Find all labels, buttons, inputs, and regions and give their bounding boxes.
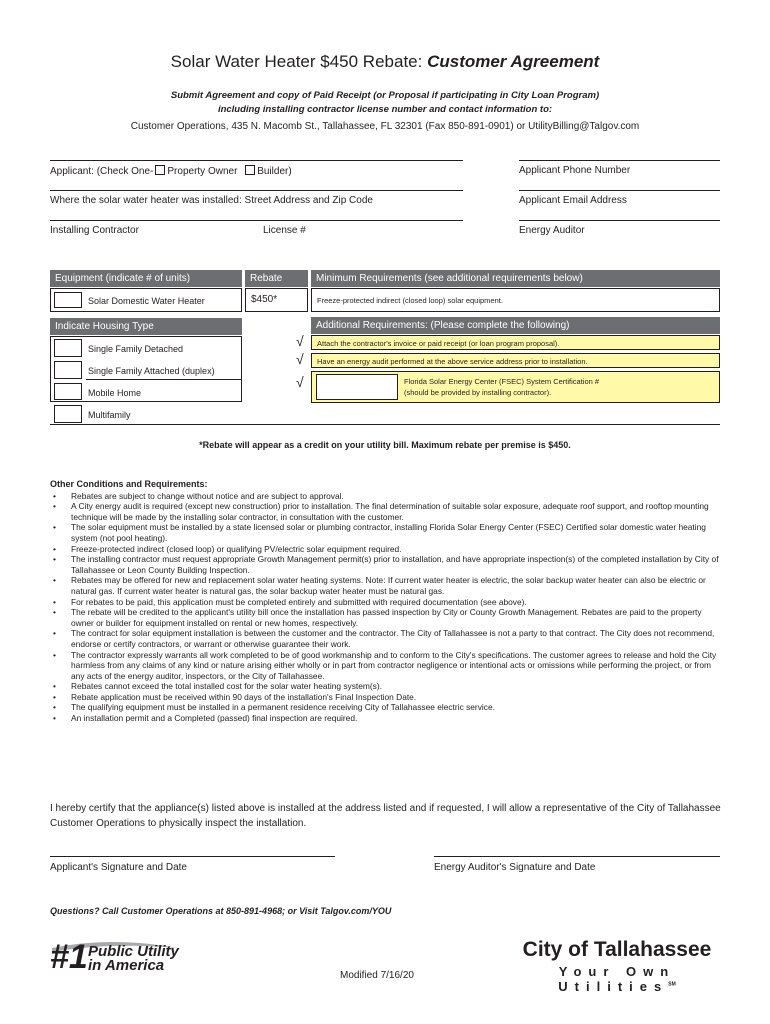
install-address-label: Where the solar water heater was installed: Street Address and Zip Code [50,195,373,206]
email-label: Applicant Email Address [519,195,627,206]
submit-instructions-2: including installing contractor license number and contact information to: [217,104,553,115]
housing-type-4: Multifamily [88,410,131,420]
housing-type-2: Single Family Attached (duplex) [88,366,215,376]
condition-item: • The qualifying equipment must be installed in a permanent residence receiving City of Tallahassee electric service. [50,702,720,713]
condition-item: • The solar equipment must be installed by a state licensed solar or plumbing contractor, installing Florida Solar Energy Center (FSEC) Certified solar domestic water heating system (not pool heating). [50,522,720,543]
condition-item: • Rebates may be offered for new and replacement solar water heating systems. Note: If current water heater is electric, the solar backup water heater can also be electric or natural gas. If current water heater is natural gas, the solar backup water heater must be natural gas. [50,575,720,596]
condition-item: • The contractor expressly warrants all work completed to be of good workmanship and to conform to the City's specifications. The customer agrees to release and hold the City harmless from any claims of any kind or nature arising either wholly or in part from contractor negligence or intentional acts or omissions while performing the project, or from any acts of the energy auditor, inspectors, or the City of Tallahassee. [50,650,720,682]
rebate-amount: $450* [251,294,278,305]
conditions-section [50,479,720,724]
condition-item: • An installation permit and a Completed (passed) final inspection are required. [50,713,720,724]
housing-checkbox-2[interactable] [54,361,82,379]
housing-checkbox-1[interactable] [54,339,82,357]
housing-type-3: Mobile Home [88,388,142,398]
applicant-signature-label: Applicant's Signature and Date [50,862,187,873]
contractor-label: Installing Contractor [50,225,139,236]
condition-item: • The installing contractor must request appropriate Growth Management permit(s) prior to installation, and have appropriate inspection(s) of the completed installation by City of Tallahassee or Leon County Building Inspection. [50,554,720,575]
additional-header: Additional Requirements: (Please complete the following) [311,317,720,334]
requirement-3a: Florida Solar Energy Center (FSEC) System Certification # [404,377,600,386]
mailing-address: Customer Operations, 435 N. Macomb St., Tallahassee, FL 32301 (Fax 850-891-0901) or UtilityBilling@Talgov.com [130,121,640,132]
requirement-3b: (should be provided by installing contractor). [404,388,552,397]
auditor-label: Energy Auditor [519,225,585,236]
units-input[interactable] [54,292,82,308]
modified-date: Modified 7/16/20 [340,970,414,981]
requirement-text: Freeze-protected indirect (closed loop) solar equipment. [317,296,503,305]
check-mark-1: √ [296,333,304,349]
license-label: License # [263,225,306,236]
housing-type-1: Single Family Detached [88,344,184,354]
condition-item: • A City energy audit is required (except new construction) prior to installation. The final determination of suitable solar exposure, adequate roof support, and rooftop mounting technique will be made by the installing solar contractor, in consultation with the customer. [50,501,720,522]
fsec-cert-input[interactable] [316,374,398,400]
public-utility-logo: #1 Public Utility in America [50,938,180,983]
builder-checkbox[interactable] [245,165,255,175]
rebate-header: Rebate [245,270,308,287]
phone-label: Applicant Phone Number [519,165,631,176]
conditions-list [50,491,720,724]
condition-item: • Rebates cannot exceed the total installed cost for the solar water heating system(s). [50,681,720,692]
property-owner-checkbox[interactable] [155,165,165,175]
condition-item: • For rebates to be paid, this application must be completed entirely and submitted with required documentation (see above). [50,597,720,608]
page-title: Solar Water Heater $450 Rebate: Customer Agreement [170,52,600,71]
equipment-header: Equipment (indicate # of units) [50,270,242,287]
submit-instructions: Submit Agreement and copy of Paid Receipt (or Proposal if participating in City Loan Program) [170,90,600,101]
requirements-header: Minimum Requirements (see additional requirements below) [311,270,720,287]
certification-text: I hereby certify that the appliance(s) listed above is installed at the address listed and if requested, I will allow a representative of the City of Tallahassee Customer Operations to physically inspect the installation. [50,803,721,829]
check-mark-2: √ [296,351,304,367]
housing-checkbox-3[interactable] [54,383,82,400]
condition-item: • Rebates are subject to change without notice and are subject to approval. [50,491,720,502]
housing-header: Indicate Housing Type [50,318,242,335]
condition-item: • Freeze-protected indirect (closed loop) or qualifying PV/electric solar equipment required. [50,544,720,555]
condition-item: • The contract for solar equipment installation is between the customer and the contractor. The City of Tallahassee is not a party to that contract. The City does not recommend, endorse or certify contractors, or warrant or otherwise guarantee their work. [50,628,720,649]
condition-item: • The rebate will be credited to the applicant's utility bill once the installation has passed inspection by City or County Growth Management. Rebates are paid to the property owner or builder for equipment installed on rental or new homes, respectively. [50,607,720,628]
check-mark-3: √ [296,374,304,390]
rebate-note: *Rebate will appear as a credit on your utility bill. Maximum rebate per premise is $450. [199,440,571,450]
requirement-2: Have an energy audit performed at the above service address prior to installation. [317,357,588,366]
housing-checkbox-4[interactable] [54,405,82,423]
requirement-1: Attach the contractor's invoice or paid receipt (or loan program proposal). [317,339,560,348]
applicant-type-field: Applicant: (Check One- Property Owner Builder) [50,166,292,177]
condition-item: • Rebate application must be received within 90 days of the installation's Final Inspection Date. [50,692,720,703]
auditor-signature-label: Energy Auditor's Signature and Date [434,862,596,873]
equipment-item: Solar Domestic Water Heater [88,296,205,306]
conditions-heading: Other Conditions and Requirements: [50,479,208,489]
city-logo: City of Tallahassee Your Own Utilities℠ [522,938,712,994]
questions-line: Questions? Call Customer Operations at 850-891-4968; or Visit Talgov.com/YOU [50,906,392,916]
